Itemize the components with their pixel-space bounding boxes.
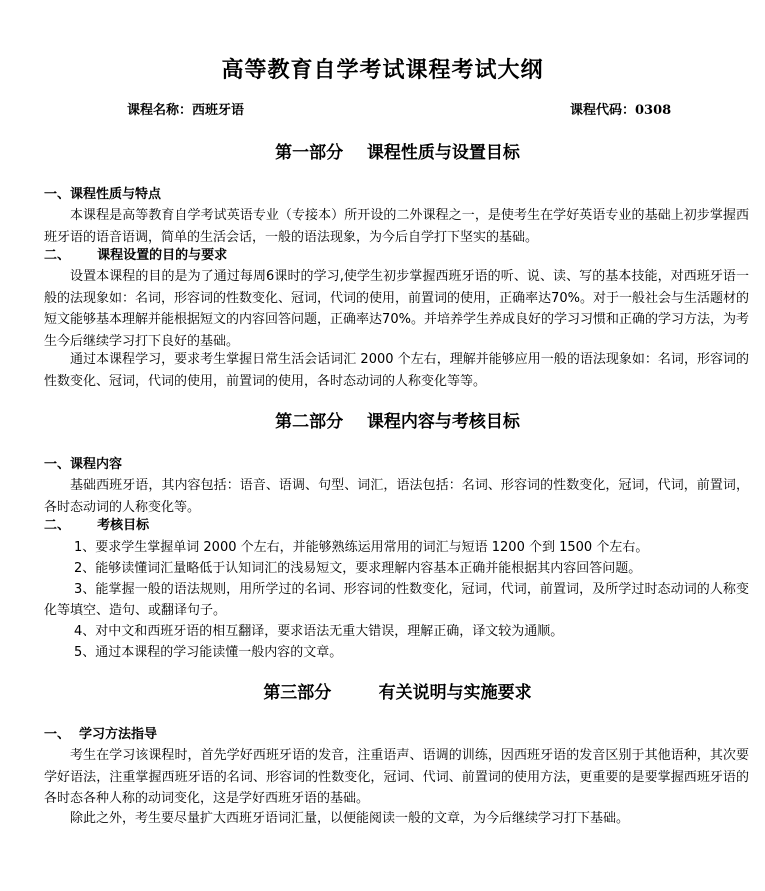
course-name: 课程名称：西班牙语 (127, 103, 245, 118)
assessment-goals-list (44, 537, 749, 663)
document-title: 高等教育自学考试课程考试大纲 (221, 57, 544, 83)
part2-section1-heading: 一、课程内容 (44, 457, 123, 472)
part1-heading: 第一部分 课程性质与设置目标 (275, 143, 520, 163)
list-item: 5、通过本课程的学习能读懂一般内容的文章。 (74, 645, 343, 660)
part3-heading: 第三部分 有关说明与实施要求 (263, 683, 532, 703)
part1-section2-paragraph-1: 设置本课程的目的是为了通过每周6课时的学习,使学生初步掌握西班牙语的听、说、读、写的基本技能，对西班牙语一般的法现象如：名词，形容词的性数变化、冠词，代词的使用，前置词的使用，正确率达70%。对于一般社会与生活题材的短文能够基本理解并能根据短文的内容回答问题，正确率达70%。并培养学生养成良好的学习习惯和正确的学习方法，为考生今后继续学习打下良好的基础。 (44, 269, 749, 349)
part2-section2-heading: 二、 考核目标 (44, 518, 150, 533)
course-code: 课程代码：0308 (570, 103, 672, 118)
part1-section2-paragraph-2: 通过本课程学习，要求考生掌握日常生活会话词汇 2000 个左右，理解并能够应用一般的语法现象如：名词，形容词的性数变化、冠词，代词的使用，前置词的使用，各时态动词的人称变化等等。 (44, 352, 749, 389)
list-item: 4、对中文和西班牙语的相互翻译，要求语法无重大错误，理解正确，译文较为通顺。 (74, 624, 564, 639)
list-item: 3、能掌握一般的语法规则，用所学过的名词、形容词的性数变化，冠词，代词，前置词，及所学过时态动词的人称变化等填空、造句、或翻译句子。 (44, 582, 749, 618)
list-item: 2、能够读懂词汇量略低于认知词汇的浅易短文，要求理解内容基本正确并能根据其内容回答问题。 (74, 561, 642, 576)
part1-section1-heading: 一、课程性质与特点 (44, 187, 162, 202)
part1-section1-paragraph: 本课程是高等教育自学考试英语专业（专接本）所开设的二外课程之一，是使考生在学好英语专业的基础上初步掌握西班牙语的语音语调，简单的生活会话，一般的语法现象，为今后自学打下坚实的基础。 (44, 208, 749, 245)
list-item: 1、要求学生掌握单词 2000 个左右，并能够熟练运用常用的词汇与短语 1200 个到 1500 个左右。 (74, 540, 649, 555)
part2-heading: 第二部分 课程内容与考核目标 (275, 412, 520, 432)
part3-section1-paragraph-2: 除此之外，考生要尽量扩大西班牙语词汇量，以便能阅读一般的文章，为今后继续学习打下基础。 (70, 811, 630, 826)
part2-section1-paragraph: 基础西班牙语，其内容包括：语音、语调、句型、词汇，语法包括：名词、形容词的性数变化，冠词，代词，前置词，各时态动词的人称变化等。 (44, 478, 749, 515)
part1-section2-heading: 二、 课程设置的目的与要求 (44, 248, 228, 263)
part3-section1-paragraph-1: 考生在学习该课程时，首先学好西班牙语的发音，注重语声、语调的训练，因西班牙语的发音区别于其他语种，其次要学好语法，注重掌握西班牙语的名词、形容词的性数变化，冠词、代词、前置词的使用方法，更重要的是要掌握西班牙语的各时态各种人称的动词变化，这是学好西班牙语的基础。 (44, 748, 749, 807)
part3-section1-heading: 一、 学习方法指导 (44, 727, 158, 742)
